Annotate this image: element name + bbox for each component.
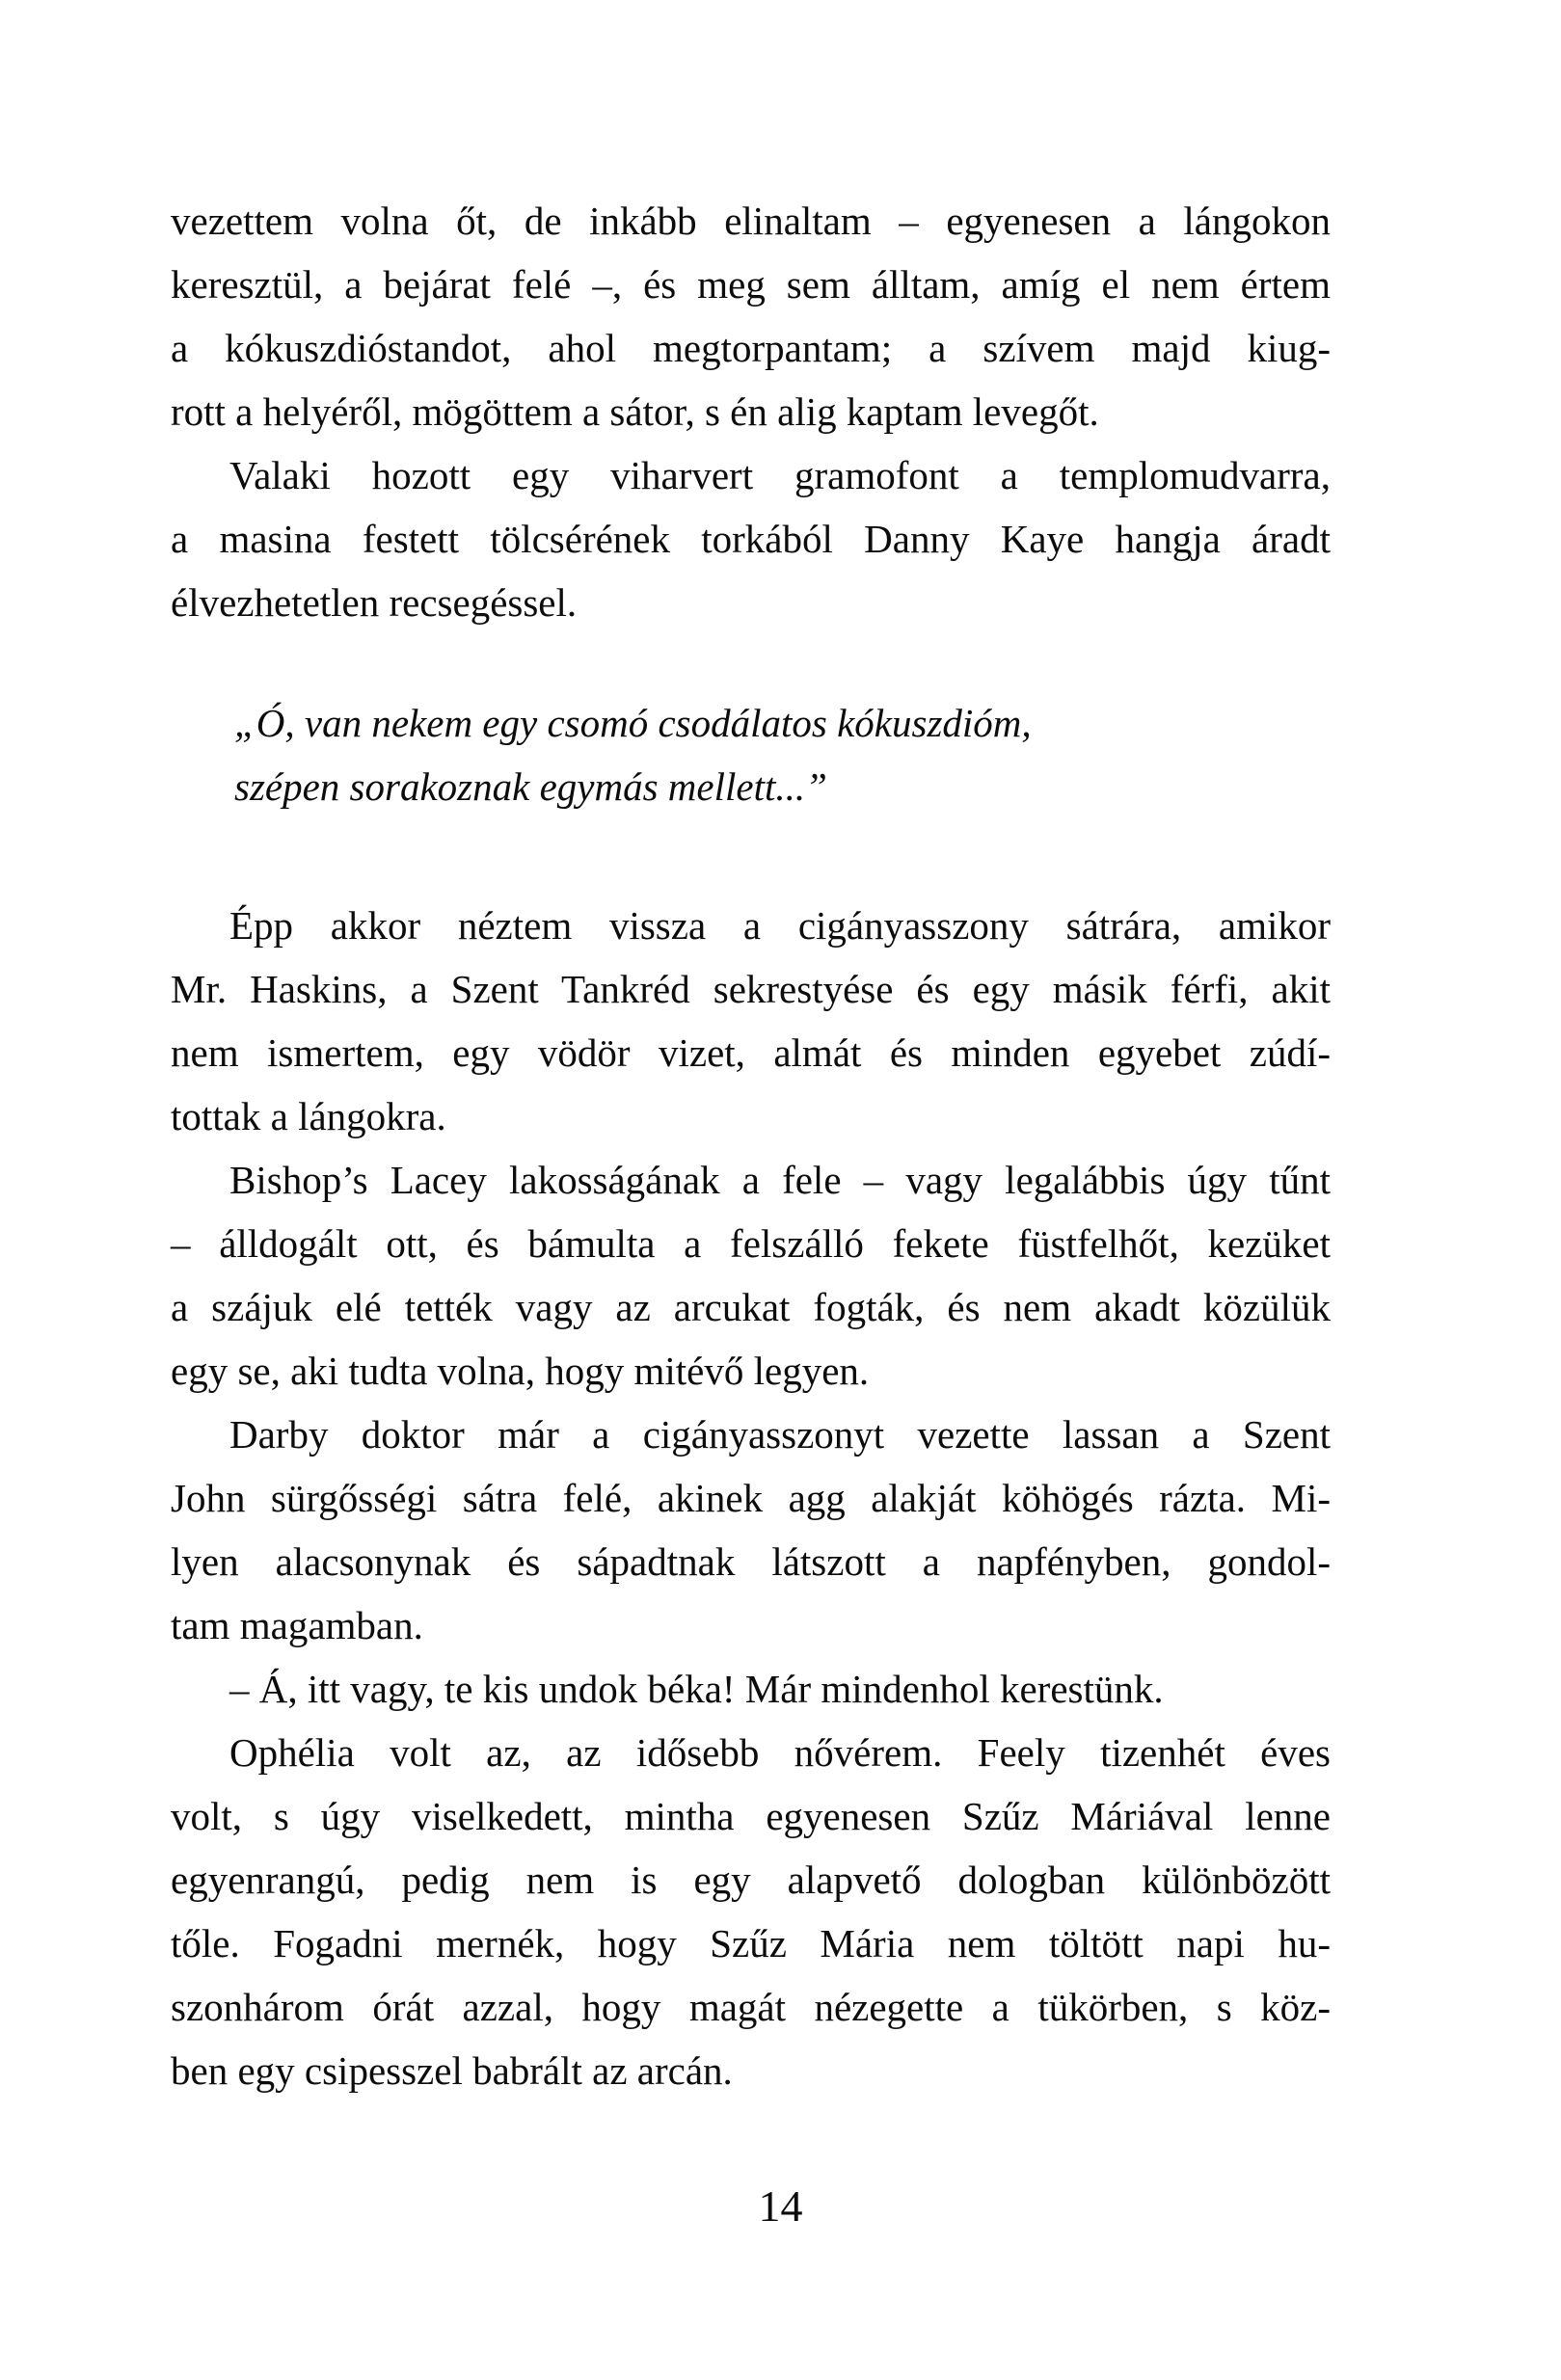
page-number: 14 [758, 2181, 803, 2231]
text-line: szonhárom órát azzal, hogy magát nézegette a tükörben, s köz- [171, 1985, 1331, 2029]
text-line: nem ismertem, egy vödör vizet, almát és minden egyebet zúdí- [171, 1030, 1331, 1075]
paragraph [171, 1657, 1331, 1721]
paragraph [171, 894, 1331, 1148]
text-line: szépen sorakoznak egymás mellett...” [234, 764, 827, 809]
text-line: a szájuk elé tették vagy az arcukat fogták, és nem akadt közülük [171, 1285, 1331, 1329]
text-line: keresztül, a bejárat felé –, és meg sem álltam, amíg el nem értem [171, 262, 1331, 307]
text-line: élvezhetetlen recsegéssel. [171, 580, 578, 625]
text-line: a masina festett tölcsérének torkából Danny Kaye hangja áradt [171, 517, 1331, 561]
text-line: vezettem volna őt, de inkább elinaltam – egyenesen a lángokon [171, 199, 1331, 243]
text-line: lyen alacsonynak és sápadtnak látszott a napfényben, gondol- [171, 1539, 1331, 1584]
text-line: – Á, itt vagy, te kis undok béka! Már mindenhol kerestünk. [229, 1667, 1164, 1711]
quote-block [171, 691, 1331, 818]
text-line: Mr. Haskins, a Szent Tankréd sekrestyése és egy másik férfi, akit [171, 967, 1331, 1011]
text-line: Darby doktor már a cigányasszonyt vezette lassan a Szent [229, 1412, 1331, 1457]
paragraph [171, 1403, 1331, 1657]
text-line: John sürgősségi sátra felé, akinek agg alakját köhögés rázta. Mi- [171, 1476, 1331, 1520]
text-line: „Ó, van nekem egy csomó csodálatos kókuszdióm, [234, 701, 1032, 745]
text-line: Bishop’s Lacey lakosságának a fele – vagy legalábbis úgy tűnt [229, 1158, 1331, 1202]
paragraph [171, 1721, 1331, 2102]
text-line: tottak a lángokra. [171, 1094, 446, 1138]
text-line: rott a helyéről, mögöttem a sátor, s én alig kaptam levegőt. [171, 389, 1099, 434]
text-line: tam magamban. [171, 1603, 423, 1647]
text-line: tőle. Fogadni mernék, hogy Szűz Mária nem töltött napi hu- [171, 1921, 1331, 1966]
text-line: Ophélia volt az, az idősebb nővérem. Feely tizenhét éves [229, 1730, 1331, 1775]
text-line: – álldogált ott, és bámulta a felszálló fekete füstfelhőt, kezüket [171, 1221, 1331, 1266]
text-line: Valaki hozott egy viharvert gramofont a templomudvarra, [229, 453, 1331, 497]
text-line: a kókuszdióstandot, ahol megtorpantam; a szívem majd kiug- [171, 326, 1331, 370]
text-block [171, 189, 1331, 2102]
text-line: Épp akkor néztem vissza a cigányasszony sátrára, amikor [229, 903, 1331, 948]
paragraph [171, 189, 1331, 443]
text-line: egyenrangú, pedig nem is egy alapvető dologban különbözött [171, 1858, 1331, 1902]
text-line: ben egy csipesszel babrált az arcán. [171, 2048, 733, 2093]
paragraph [171, 443, 1331, 634]
text-line: volt, s úgy viselkedett, mintha egyenesen Szűz Máriával lenne [171, 1794, 1331, 1838]
paragraph [171, 1148, 1331, 1403]
text-line: egy se, aki tudta volna, hogy mitévő legyen. [171, 1349, 870, 1393]
